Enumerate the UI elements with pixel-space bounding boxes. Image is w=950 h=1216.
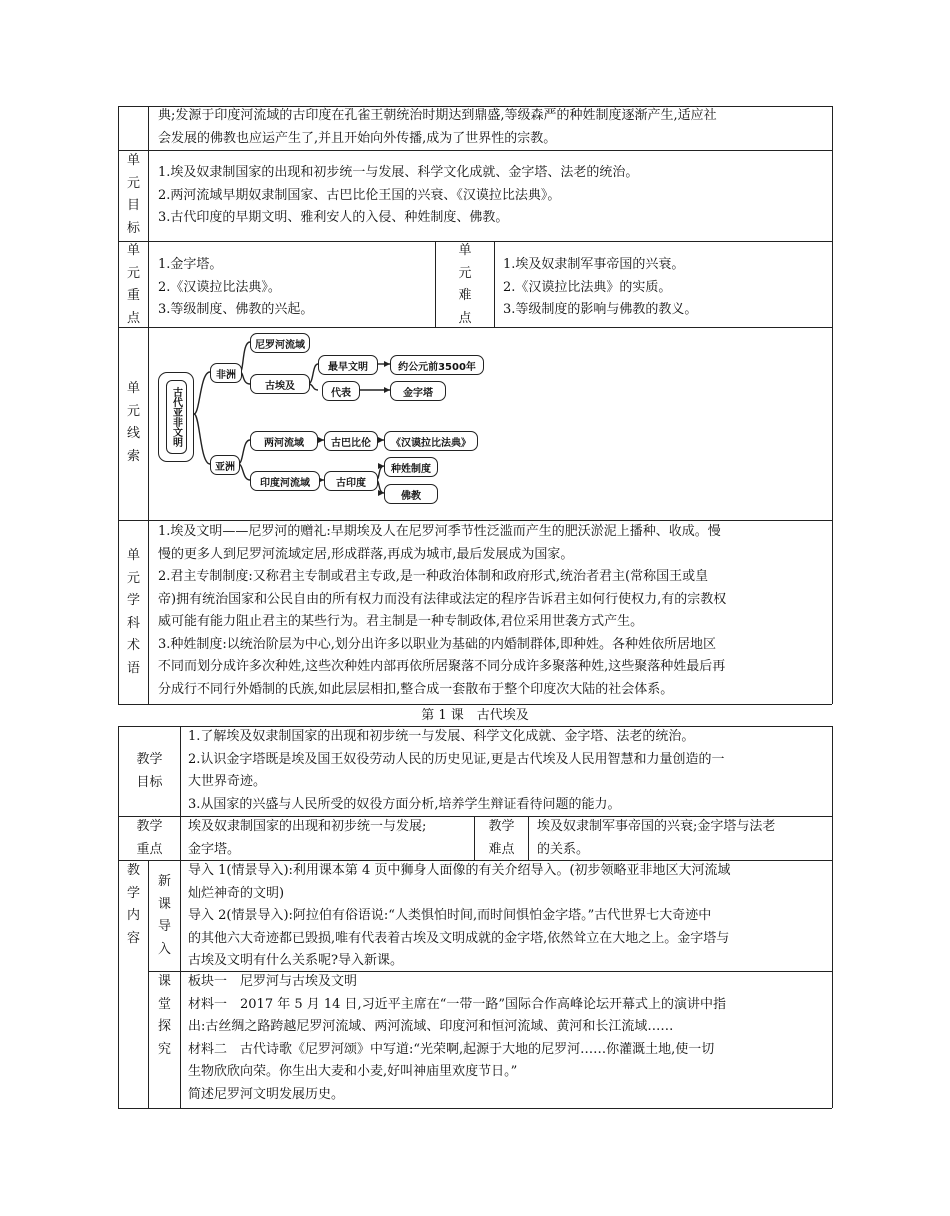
diagram-babylon: 古巴比伦 (324, 431, 378, 451)
text-line: 埃及奴隶制军事帝国的兴衰;金字塔与法老 (537, 819, 776, 834)
diagram-earliest: 最早文明 (318, 355, 378, 375)
text-line: 的关系。 (537, 841, 590, 857)
unit-difficulty-label: 单 元 难 点 (458, 243, 472, 326)
diagram-root-label: 古代亚非文明 (166, 380, 187, 454)
text-line: 金字塔。 (188, 841, 241, 857)
teaching-content-label: 教 学 内 容 (126, 863, 140, 946)
text-line: 威可能有能力阻止君主的某些行为。君主制是一种专制政体,君位采用世袭方式产生。 (158, 614, 644, 629)
diagram-mesopotamia: 两河流域 (250, 431, 318, 451)
text-line: 3.等级制度、佛教的兴起。 (158, 302, 314, 317)
diagram-date: 约公元前3500年 (390, 355, 484, 375)
text-line: 分成行不同行外婚制的氏族,如此层层相扣,整合成一套散布于整个印度次大陆的社会体系。 (158, 681, 674, 697)
diagram-code: 《汉谟拉比法典》 (384, 431, 478, 451)
intro-label: 新 课 导 入 (157, 874, 171, 957)
explore-label: 课 堂 探 究 (157, 974, 171, 1057)
text-line: 2.两河流域早期奴隶制国家、古巴比伦王国的兴衰、《汉谟拉比法典》。 (158, 187, 561, 203)
text-line: 古埃及文明有什么关系呢?导入新课。 (188, 953, 403, 968)
teaching-goal-label: 教学 目标 (136, 752, 163, 790)
unit-goal-label: 单 元 目 标 (126, 153, 140, 236)
teaching-goal-text (188, 726, 828, 816)
text-line: 典;发源于印度河流域的古印度在孔雀王朝统治时期达到鼎盛,等级森严的种姓制度逐渐产生,适应社 (158, 108, 717, 123)
text-line: 3.种姓制度:以统治阶层为中心,划分出许多以职业为基础的内婚制群体,即种姓。各种姓依所居地区 (158, 636, 717, 652)
teaching-difficulty-label: 教学 难点 (488, 819, 515, 857)
text-line: 3.古代印度的早期文明、雅利安人的入侵、种姓制度、佛教。 (158, 210, 509, 225)
text-line: 2.《汉谟拉比法典》的实质。 (503, 279, 672, 295)
text-line: 帝)拥有统治国家和公民自由的所有权力而没有法律或法定的程序告诉君主如何行使权力,有的宗教权 (158, 591, 727, 607)
explore-text (188, 971, 828, 1106)
text-line: 1.埃及奴隶制国家的出现和初步统一与发展、科学文化成就、金字塔、法老的统治。 (158, 165, 639, 180)
text-line: 导入 1(情景导入):利用课本第 4 页中狮身人面像的有关介绍导入。(初步领略亚非地区大河流域 (188, 863, 731, 878)
unit-focus-text (158, 254, 433, 322)
text-line: 材料二 古代诗歌《尼罗河颂》中写道:“光荣啊,起源于大地的尼罗河……你灌溉土地,使一切 (188, 1041, 715, 1057)
text-line: 出:古丝绸之路跨越尼罗河流域、两河流域、印度河和恒河流域、黄河和长江流域…… (188, 1019, 674, 1034)
text-line: 3.等级制度的影响与佛教的教义。 (503, 302, 698, 317)
diagram-pyramid: 金字塔 (390, 381, 446, 401)
text-line: 埃及奴隶制国家的出现和初步统一与发展; (188, 819, 427, 834)
text-line: 导入 2(情景导入):阿拉伯有俗语说:“人类惧怕时间,而时间惧怕金字塔。”古代世界七大奇迹中 (188, 908, 712, 923)
unit-clue-label: 单 元 线 索 (126, 381, 140, 464)
text-line: 2.君主专制制度:又称君主专制或君主专政,是一种政治体制和政府形式,统治者君主(常称国王或皇 (158, 569, 709, 584)
text-line: 灿烂神奇的文明) (188, 885, 285, 901)
text-line: 1.了解埃及奴隶制国家的出现和初步统一与发展、科学文化成就、金字塔、法老的统治。 (188, 729, 695, 744)
teaching-difficulty-text (537, 816, 829, 861)
intro-text (188, 860, 828, 973)
diagram-asia: 亚洲 (210, 455, 240, 475)
diagram-indus: 印度河流域 (250, 471, 320, 491)
lesson-title: 第 1 课 古代埃及 (421, 708, 529, 723)
unit-terms-label: 单 元 学 科 术 语 (126, 548, 140, 676)
text-line: 2.《汉谟拉比法典》。 (158, 279, 281, 295)
text-line: 生物欣欣向荣。你生出大麦和小麦,好叫神庙里欢度节日。” (188, 1064, 518, 1079)
text-line: 不同而划分成许多次种姓,这些次种姓内部再依所居聚落不同分成许多聚落种姓,这些聚落种姓最后再 (158, 659, 726, 674)
text-line: 简述尼罗河文明发展历史。 (188, 1086, 345, 1102)
text-line: 2.认识金字塔既是埃及国王奴役劳动人民的历史见证,更是古代埃及人民用智慧和力量创造的一 (188, 751, 725, 767)
continuation-text (158, 105, 828, 150)
teaching-focus-text (188, 816, 472, 861)
diagram-egypt: 古埃及 (250, 374, 310, 394)
unit-goal-text (158, 162, 828, 230)
text-line: 慢的更多人到尼罗河流域定居,形成群落,再成为城市,最后发展成为国家。 (158, 546, 574, 562)
text-line: 大世界奇迹。 (188, 774, 267, 789)
text-line: 的其他六大奇迹都已毁损,唯有代表着古埃及文明成就的金字塔,依然耸立在大地之上。金字塔与 (188, 930, 730, 946)
unit-difficulty-text (503, 254, 828, 322)
diagram-root (158, 372, 194, 462)
diagram-india: 古印度 (324, 471, 378, 491)
text-line: 1.埃及奴隶制军事帝国的兴衰。 (503, 257, 685, 272)
diagram-caste: 种姓制度 (384, 457, 438, 477)
text-line: 板块一 尼罗河与古埃及文明 (188, 974, 358, 989)
text-line: 3.从国家的兴盛与人民所受的奴役方面分析,培养学生辩证看待问题的能力。 (188, 796, 621, 812)
diagram-nile: 尼罗河流域 (250, 333, 310, 353)
text-line: 1.金字塔。 (158, 257, 223, 272)
text-line: 1.埃及文明——尼罗河的赠礼:早期埃及人在尼罗河季节性泛滥而产生的肥沃淤泥上播种、收成。慢 (158, 524, 721, 539)
text-line: 会发展的佛教也应运产生了,并且开始向外传播,成为了世界性的宗教。 (158, 130, 557, 146)
unit-terms-text (158, 521, 828, 701)
teaching-focus-label: 教学 重点 (136, 819, 163, 857)
diagram-represent: 代表 (322, 381, 360, 401)
unit-focus-label: 单 元 重 点 (126, 243, 140, 326)
text-line: 材料一 2017 年 5 月 14 日,习近平主席在“一带一路”国际合作高峰论坛开幕式上的演讲中指 (188, 996, 726, 1012)
diagram-africa: 非洲 (210, 363, 242, 383)
diagram-buddhism: 佛教 (384, 484, 438, 504)
